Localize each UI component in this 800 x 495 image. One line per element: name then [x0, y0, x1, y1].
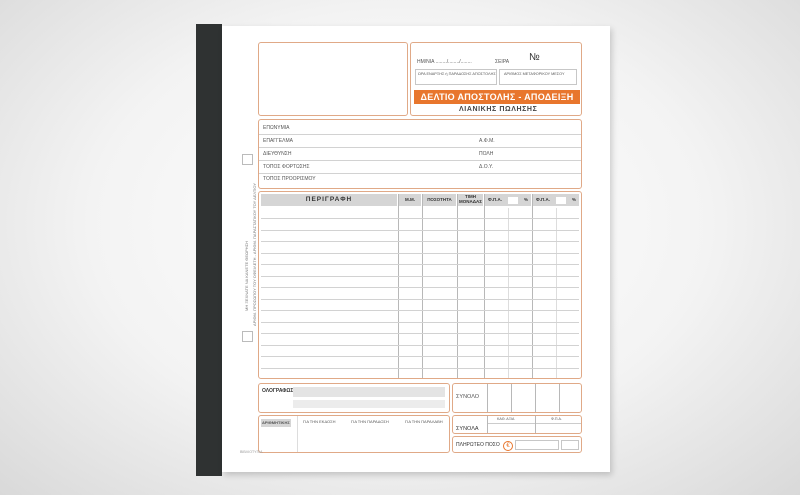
subtotal-label: ΣΥΝΟΛΟ	[456, 394, 480, 400]
words-field	[293, 387, 445, 397]
sig-receipt: ΓΙΑ ΤΗΝ ΠΑΡΑΛΑΒΗ	[405, 419, 443, 424]
table-row	[261, 241, 579, 242]
form-title: ΔΕΛΤΙΟ ΑΠΟΣΤΟΛΗΣ - ΑΠΟΔΕΙΞΗ	[414, 90, 580, 104]
side-note-2: ΑΡΙΘΜ. ΠΡΟΣΩΠΟΥ ΤΟΥ ΟΦΕΙΛΕΤΗ - ΑΡΙΘΜ. ΠΑΡΑΣΤΑΤΙΚΟΥ ΤΟΥ ΔΕΛΤΙΟΥ	[252, 182, 257, 326]
logo-box	[258, 42, 408, 116]
table-row	[261, 356, 579, 357]
col-unit: Μ.Μ.	[399, 194, 421, 206]
vehicle-label: ΑΡΙΘΜΟΣ ΜΕΤΑΦΟΡΙΚΟΥ ΜΕΣΟΥ	[504, 72, 565, 76]
items-table	[258, 191, 582, 379]
name-label: ΕΠΩΝΥΜΙΑ	[263, 125, 290, 131]
col-quantity: ΠΟΣΟΤΗΤΑ	[423, 194, 456, 206]
afm-label: Α.Φ.Μ.	[479, 138, 495, 144]
vat-label: Φ.Π.Α.	[551, 417, 562, 421]
table-row	[261, 322, 579, 323]
side-checkbox-top	[242, 154, 253, 165]
customer-box	[258, 119, 582, 189]
vehicle-field	[499, 69, 577, 85]
number-label: №	[529, 52, 540, 63]
form-sheet	[222, 26, 610, 472]
table-row	[261, 287, 579, 288]
address-label: ΔΙΕΥΘΥΝΣΗ	[263, 151, 292, 157]
col-vat-2	[533, 194, 579, 206]
profession-label: ΕΠΑΓΓΕΛΜΑ	[263, 138, 293, 144]
printer-mark: ΒΙΒΛΙΟΤΥΠΙΑ	[240, 450, 263, 454]
subtotal-box	[452, 383, 582, 413]
totals-label: ΣΥΝΟΛΑ	[456, 426, 479, 432]
col-description: ΠΕΡΙΓΡΑΦΗ	[261, 194, 397, 206]
payable-cents-field	[561, 440, 579, 450]
words-label: ΟΛΟΓΡΑΦΩΣ	[262, 388, 294, 394]
col-vat-1-label: Φ.Π.Α.	[488, 196, 502, 202]
side-note-1: ΜΗ ΞΕΧΝΑΤΕ ΝΑ ΚΑΝΕΤΕ ΘΕΩΡΗΣΗ	[244, 241, 249, 311]
table-row	[261, 333, 579, 334]
payable-field	[515, 440, 559, 450]
signature-box	[258, 415, 450, 453]
table-row	[261, 345, 579, 346]
table-row	[261, 276, 579, 277]
table-row	[261, 264, 579, 265]
date-label: ΗΜ/ΝΙΑ ......../......../........	[417, 59, 472, 65]
sig-issue: ΓΙΑ ΤΗΝ ΕΚΔΟΣΗ	[303, 419, 336, 424]
sig-delivery: ΓΙΑ ΤΗΝ ΠΑΡΑΔΟΣΗ	[351, 419, 389, 424]
words-field-2	[293, 400, 445, 408]
doy-label: Δ.Ο.Υ.	[479, 164, 494, 170]
euro-icon: €	[503, 441, 513, 451]
destination-label: ΤΟΠΟΣ ΠΡΟΟΡΙΣΜΟΥ	[263, 176, 316, 182]
col-vat-1	[485, 194, 531, 206]
side-checkbox-bottom	[242, 331, 253, 342]
payable-label: ΠΛΗΡΩΤΕΟ ΠΟΣΟ	[456, 442, 500, 448]
time-label: ΩΡΑ ΕΝΑΡΞΗΣ ή ΠΑΡΑΔΟΣΗΣ ΑΠΟΣΤΟΛΗΣ	[418, 72, 496, 76]
book-spine	[196, 24, 222, 476]
table-row	[261, 253, 579, 254]
header-box	[410, 42, 582, 116]
series-label: ΣΕΙΡΑ	[495, 59, 510, 65]
table-row	[261, 299, 579, 300]
city-label: ΠΟΛΗ	[479, 151, 494, 157]
col-vat-1-percent: %	[523, 196, 528, 202]
payable-box	[452, 436, 582, 453]
vat-2-rate-field	[556, 197, 566, 204]
table-row	[261, 218, 579, 219]
vat-1-rate-field	[508, 197, 518, 204]
table-row	[261, 310, 579, 311]
col-unit-price: ΤΙΜΗ ΜΟΝΑΔΑΣ	[459, 194, 482, 204]
col-vat-2-label: Φ.Π.Α.	[536, 196, 550, 202]
table-row	[261, 368, 579, 369]
loading-place-label: ΤΟΠΟΣ ΦΟΡΤΩΣΗΣ	[263, 164, 310, 170]
col-vat-2-percent: %	[571, 196, 576, 202]
net-value-label: ΚΑΘ. ΑΞΙΑ	[497, 417, 515, 421]
words-box	[258, 383, 450, 413]
table-row	[261, 230, 579, 231]
totals-box	[452, 415, 582, 434]
time-field	[415, 69, 497, 85]
form-subtitle: ΛΙΑΝΙΚΗΣ ΠΩΛΗΣΗΣ	[459, 106, 538, 113]
sig-received: ΑΡΙΘΜΗΤΙΚΗΣ	[262, 420, 290, 425]
